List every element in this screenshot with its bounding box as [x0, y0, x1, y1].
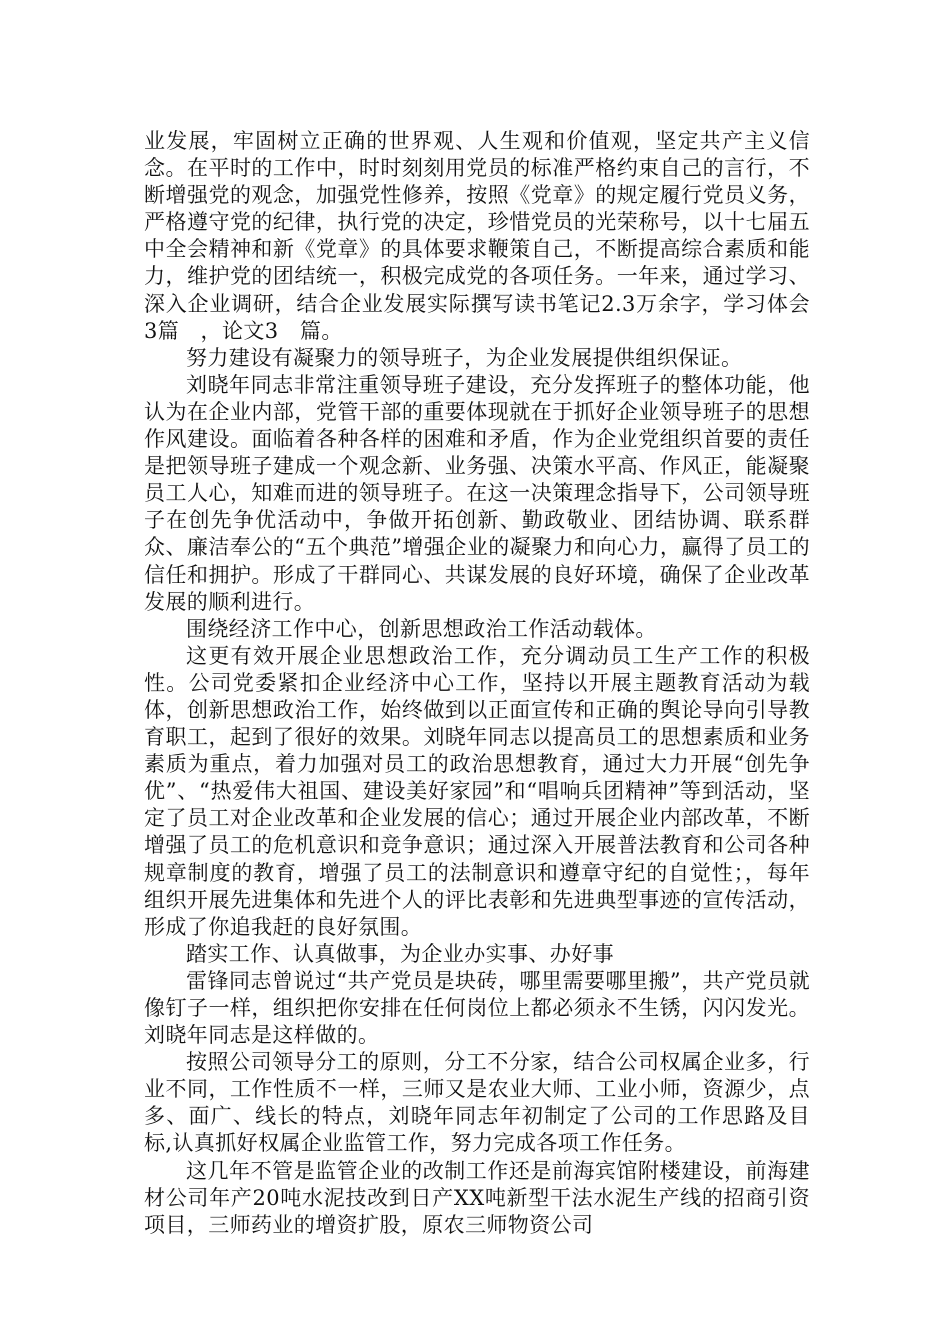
paragraph-lei-feng: 雷锋同志曾说过“共产党员是块砖，哪里需要哪里搬”，共产党员就像钉子一样，组织把你安排在任何岗位上都必须永不生锈，闪闪发光。刘晓年同志是这样做的。	[144, 968, 810, 1048]
paragraph-division-of-labor: 按照公司领导分工的原则，分工不分家，结合公司权属企业多，行业不同，工作性质不一样，三师又是农业大师、工业小师，资源少，点多、面广、线长的特点，刘晓年同志年初制定了公司的工作思路及目标,认真抓好权属企业监管工作，努力完成各项工作任务。	[144, 1050, 810, 1156]
section-heading-leadership: 努力建设有凝聚力的领导班子，为企业发展提供组织保证。	[186, 345, 743, 370]
section-heading-practical-work: 踏实工作、认真做事，为企业办实事、办好事	[186, 941, 614, 966]
paragraph-party-conviction: 业发展，牢固树立正确的世界观、人生观和价值观，坚定共产主义信念。在平时的工作中，时时刻刻用党员的标准严格约束自己的言行，不断增强党的观念，加强党性修养，按照《党章》的规定履行党员义务，严格遵守党的纪律，执行党的决定，珍惜党员的光荣称号，以十七届五中全会精神和新《党章》的具体要求鞭策自己，不断提高综合素质和能力，维护党的团结统一，积极完成党的各项任务。一年来，通过学习、深入企业调研，结合企业发展实际撰写读书笔记2.3万余字，学习体会3篇 ，论文3 篇。	[144, 129, 810, 343]
section-heading-political-work: 围绕经济工作中心，创新思想政治工作活动载体。	[186, 616, 657, 641]
paragraph-political-work: 这更有效开展企业思想政治工作，充分调动员工生产工作的积极性。公司党委紧扣企业经济中心工作，坚持以开展主题教育活动为载体，创新思想政治工作，始终做到以正面宣传和正确的舆论导向引导教育职工，起到了很好的效果。刘晓年同志以提高员工的思想素质和业务素质为重点，着力加强对员工的政治思想教育，通过大力开展“创先争优”、“热爱伟大祖国、建设美好家园”和“唱响兵团精神”等到活动，坚定了员工对企业改革和企业发展的信心；通过开展企业内部改革，不断增强了员工的危机意识和竞争意识；通过深入开展普法教育和公司各种规章制度的教育，增强了员工的法制意识和遵章守纪的自觉性；，每年组织开展先进集体和先进个人的评比表彰和先进典型事迹的宣传活动，形成了你追我赶的良好氛围。	[144, 643, 810, 939]
document-page	[144, 128, 810, 1239]
paragraph-projects: 这几年不管是监管企业的改制工作还是前海宾馆附楼建设，前海建材公司年产20吨水泥技改到日产XX吨新型干法水泥生产线的招商引资项目，三师药业的增资扩股，原农三师物资公司	[144, 1158, 810, 1237]
paragraph-leadership-team: 刘晓年同志非常注重领导班子建设，充分发挥班子的整体功能，他认为在企业内部，党管干部的重要体现就在于抓好企业领导班子的思想作风建设。面临着各种各样的困难和矛盾，作为企业党组织首要的责任是把领导班子建成一个观念新、业务强、决策水平高、作风正，能凝聚员工人心，知难而进的领导班子。在这一决策理念指导下，公司领导班子在创先争优活动中，争做开拓创新、勤政敬业、团结协调、联系群众、廉洁奉公的“五个典范”增强企业的凝聚力和向心力，赢得了员工的信任和拥护。形成了干群同心、共谋发展的良好环境，确保了企业改革发展的顺利进行。	[144, 372, 810, 614]
